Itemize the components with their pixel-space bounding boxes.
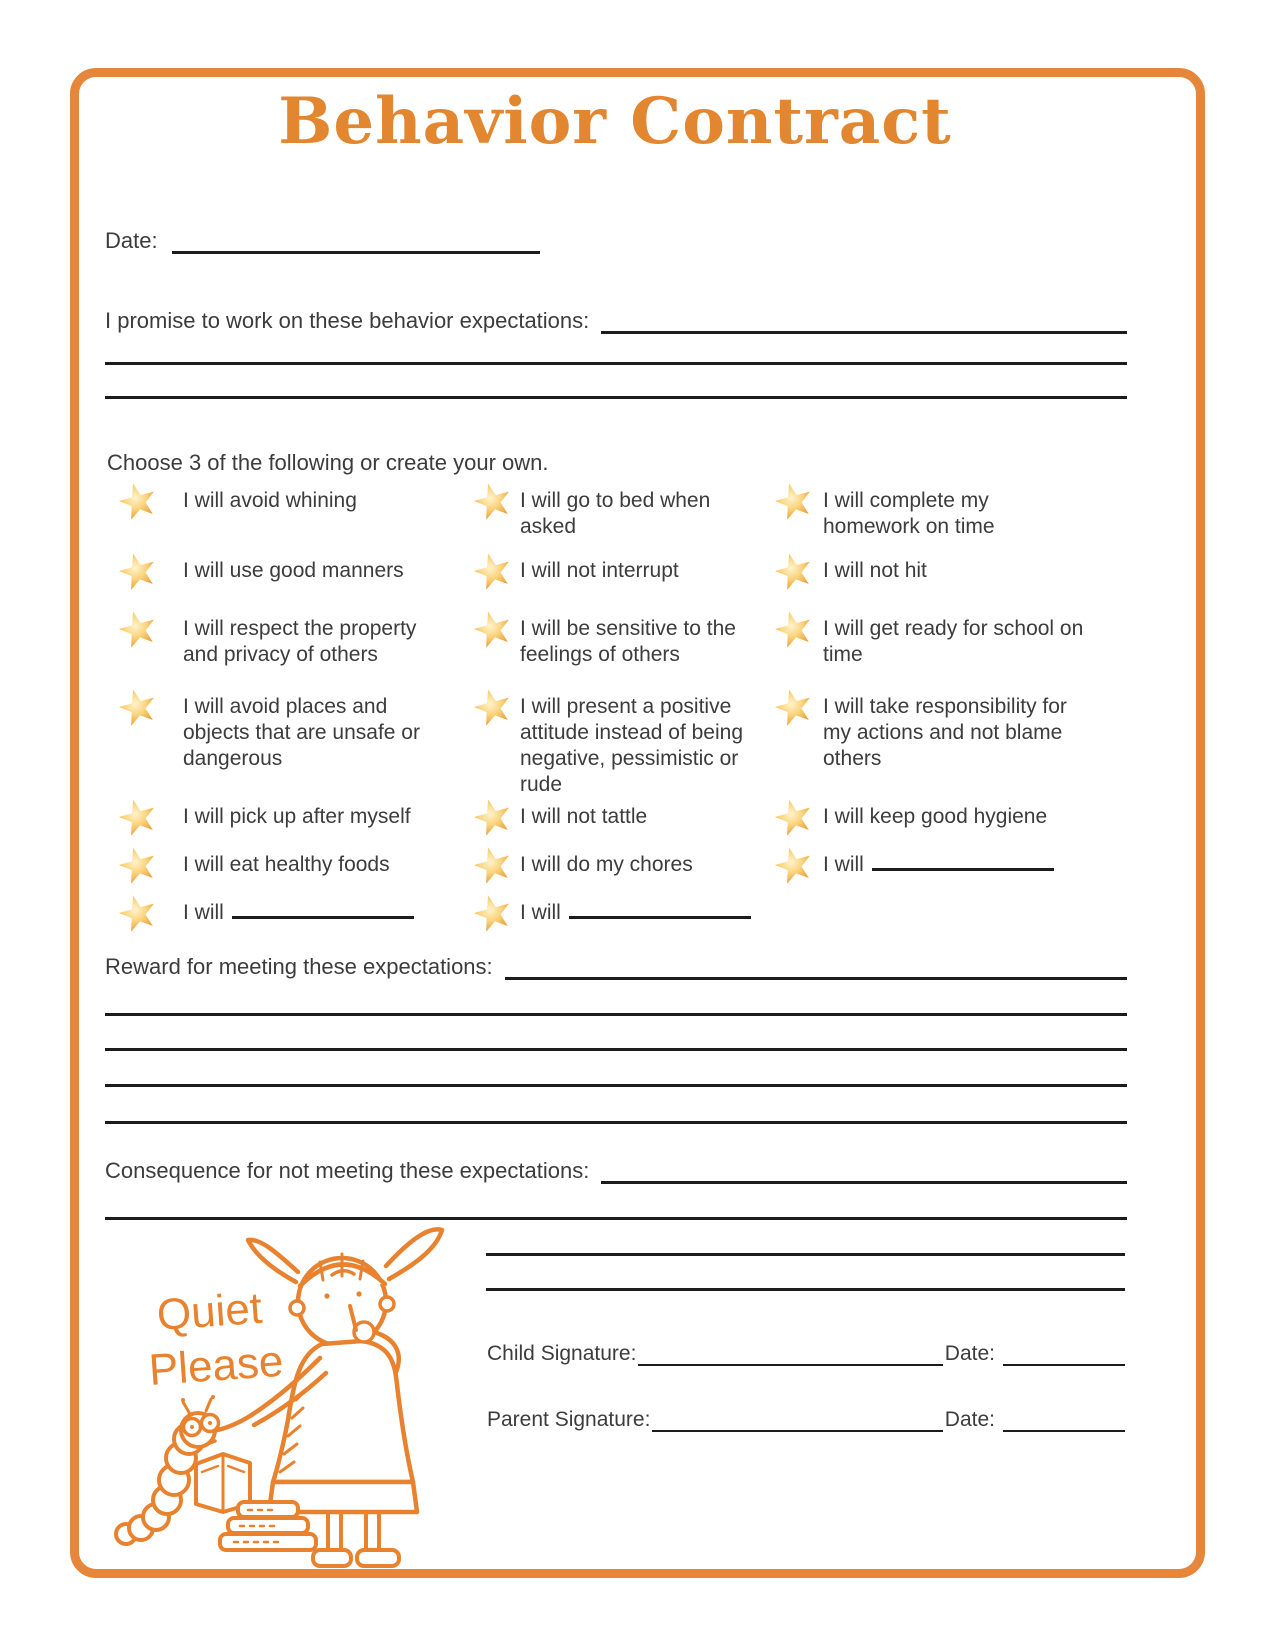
parent-signature-line[interactable] (652, 1425, 942, 1432)
writing-line[interactable] (105, 362, 1127, 365)
expectation-item (117, 852, 445, 886)
star-bullet-icon (117, 688, 159, 728)
expectation-item (773, 558, 1091, 592)
parent-signature-row (487, 1408, 1125, 1432)
expectation-text: I will respect the property and privacy of others (183, 617, 417, 666)
child-signature-label: Child Signature: (487, 1342, 637, 1365)
star-bullet-icon (117, 846, 159, 886)
parent-date-label: Date: (944, 1408, 995, 1431)
expectation-text: I will not hit (823, 559, 927, 582)
expectation-text: I will pick up after myself (183, 805, 411, 828)
write-in-line[interactable] (872, 852, 1054, 871)
expectation-text: I will (520, 901, 561, 924)
promise-label: I promise to work on these behavior expectations: (105, 308, 590, 333)
expectation-text: I will use good manners (183, 559, 404, 582)
reward-input-line[interactable] (505, 971, 1127, 980)
write-in-line[interactable] (569, 900, 751, 919)
star-bullet-icon (117, 610, 159, 650)
child-signature-row (487, 1342, 1125, 1366)
page-title: Behavior Contract (278, 84, 952, 159)
expectation-text: I will avoid places and objects that are unsafe or dangerous (183, 695, 420, 770)
expectation-item (472, 616, 760, 668)
star-bullet-icon (472, 846, 514, 886)
reward-row (105, 954, 1127, 980)
parent-signature-label: Parent Signature: (487, 1408, 651, 1431)
writing-line[interactable] (105, 396, 1127, 399)
promise-input-line[interactable] (601, 325, 1127, 334)
star-bullet-icon (472, 894, 514, 934)
expectation-text: I will get ready for school on time (823, 617, 1084, 666)
expectation-text: I will go to bed when asked (520, 489, 711, 538)
star-bullet-icon (773, 798, 815, 838)
girl-drawing (195, 1229, 442, 1566)
star-bullet-icon (117, 894, 159, 934)
illustration-caption-line2: Please (147, 1336, 285, 1395)
date-row (105, 228, 575, 254)
expectation-text: I will keep good hygiene (823, 805, 1048, 828)
expectation-text: I will avoid whining (183, 489, 357, 512)
star-bullet-icon (773, 552, 815, 592)
expectation-item (773, 616, 1091, 668)
reward-label: Reward for meeting these expectations: (105, 954, 493, 979)
expectation-text: I will present a positive attitude instead of being negative, pessimistic or rude (520, 695, 744, 796)
writing-line[interactable] (105, 1121, 1127, 1124)
expectation-item (773, 804, 1091, 838)
date-label: Date: (105, 228, 158, 253)
child-signature-line[interactable] (638, 1359, 942, 1366)
star-bullet-icon (117, 482, 159, 522)
expectation-item (472, 558, 760, 592)
expectation-text: I will complete my homework on time (823, 489, 995, 538)
expectation-item (472, 488, 760, 540)
expectations-grid (117, 488, 1125, 948)
writing-line[interactable] (486, 1253, 1125, 1256)
quiet-please-illustration (100, 1180, 450, 1572)
expectation-text: I will (823, 853, 864, 876)
star-bullet-icon (472, 798, 514, 838)
expectation-item (472, 694, 760, 798)
date-input-line[interactable] (172, 245, 540, 254)
child-date-line[interactable] (1003, 1359, 1125, 1366)
write-in-line[interactable] (232, 900, 414, 919)
star-bullet-icon (773, 688, 815, 728)
consequence-input-line[interactable] (601, 1175, 1127, 1184)
expectation-item (472, 900, 760, 934)
parent-date-line[interactable] (1003, 1425, 1125, 1432)
expectation-text: I will (183, 901, 224, 924)
promise-row (105, 308, 1127, 334)
star-bullet-icon (472, 688, 514, 728)
expectation-item (773, 852, 1091, 886)
star-bullet-icon (117, 552, 159, 592)
consequence-label: Consequence for not meeting these expectations: (105, 1158, 590, 1183)
expectation-item (117, 488, 445, 522)
expectation-item (117, 804, 445, 838)
expectation-item (472, 852, 760, 886)
star-bullet-icon (472, 482, 514, 522)
expectation-item (472, 804, 760, 838)
writing-line[interactable] (105, 1084, 1127, 1087)
expectation-text: I will not interrupt (520, 559, 679, 582)
choose-instruction: Choose 3 of the following or create your own. (107, 450, 549, 475)
child-date-label: Date: (944, 1342, 995, 1365)
writing-line[interactable] (486, 1288, 1125, 1291)
expectation-text: I will not tattle (520, 805, 648, 828)
star-bullet-icon (773, 846, 815, 886)
expectation-item (773, 488, 1091, 540)
expectation-text: I will be sensitive to the feelings of others (520, 617, 736, 666)
expectation-text: I will eat healthy foods (183, 853, 390, 876)
illustration-caption-line1: Quiet (155, 1283, 264, 1340)
expectation-item (773, 694, 1091, 772)
expectation-item (117, 616, 445, 668)
star-bullet-icon (117, 798, 159, 838)
star-bullet-icon (773, 482, 815, 522)
star-bullet-icon (472, 552, 514, 592)
writing-line[interactable] (105, 1048, 1127, 1051)
expectation-item (117, 900, 445, 934)
star-bullet-icon (773, 610, 815, 650)
star-bullet-icon (472, 610, 514, 650)
expectation-text: I will take responsibility for my actions and not blame others (823, 695, 1067, 770)
expectation-text: I will do my chores (520, 853, 693, 876)
expectation-item (117, 694, 445, 772)
expectation-item (117, 558, 445, 592)
writing-line[interactable] (105, 1013, 1127, 1016)
